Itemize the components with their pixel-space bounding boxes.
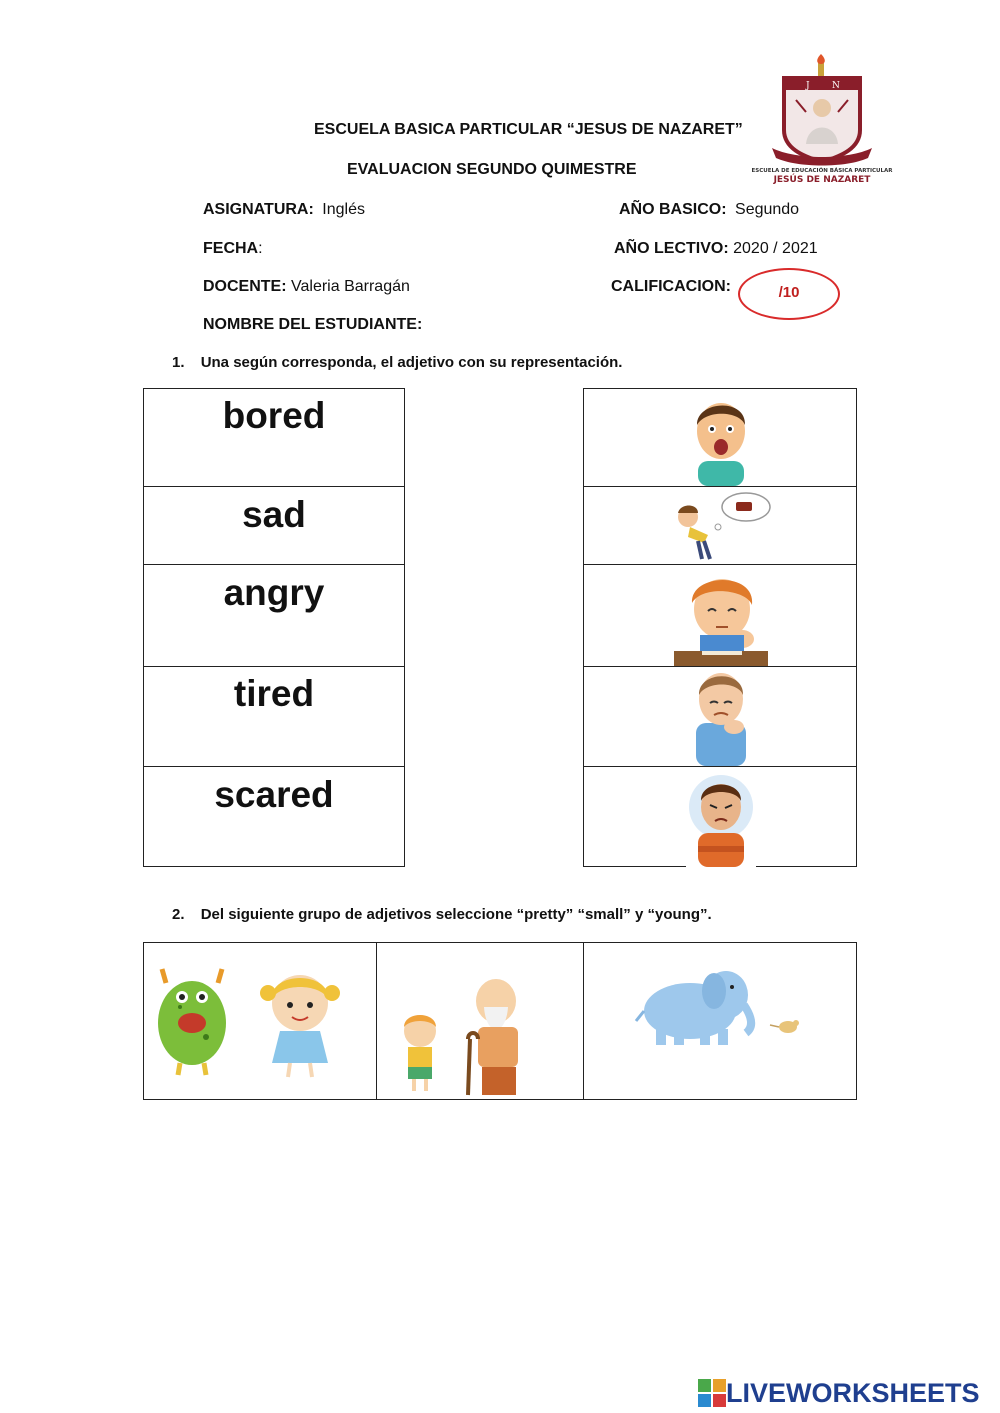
date-colon: : — [258, 240, 263, 257]
question-2 — [172, 906, 712, 923]
words-table — [143, 388, 405, 867]
date-label: FECHA — [203, 240, 259, 257]
score-circle[interactable] — [738, 268, 840, 320]
school-logo — [751, 52, 893, 185]
elephant-and-mouse-icon[interactable] — [626, 955, 816, 1051]
pictures-table — [583, 388, 857, 867]
liveworksheets-text: LIVEWORKSHEETS — [726, 1378, 980, 1408]
question-1-number: 1. — [172, 354, 185, 371]
svg-text:ESCUELA DE EDUCACIÓN BÁSICA PA: ESCUELA DE EDUCACIÓN BÁSICA PARTICULAR — [751, 168, 893, 174]
bored-boy-icon[interactable] — [672, 565, 770, 666]
teacher-value: Valeria Barragán — [291, 278, 410, 295]
question-2-text: Del siguiente grupo de adjetivos seleccione “pretty” “small” y “young”. — [200, 906, 712, 923]
scared-boy-icon[interactable] — [682, 389, 760, 486]
grade-value: Segundo — [735, 201, 800, 218]
school-name: ESCUELA BASICA PARTICULAR “JESUS DE NAZARET” — [314, 121, 743, 138]
svg-text:N: N — [832, 81, 840, 91]
tired-boy-icon[interactable] — [668, 487, 774, 563]
subject-label: ASIGNATURA: — [203, 201, 314, 218]
question-2-number: 2. — [172, 906, 185, 923]
angry-boy-icon[interactable] — [686, 767, 756, 867]
question-1 — [172, 354, 622, 371]
subject-field — [203, 201, 365, 219]
word-bored[interactable]: bored — [222, 395, 326, 436]
grade-field — [619, 201, 799, 219]
score-label: CALIFICACION: — [611, 278, 731, 295]
word-scared[interactable]: scared — [214, 774, 334, 815]
question-1-text: Una según corresponda, el adjetivo con su representación. — [200, 354, 623, 371]
teacher-field — [203, 278, 410, 296]
boy-and-old-man-icon[interactable] — [384, 967, 554, 1099]
date-field[interactable] — [203, 240, 263, 258]
svg-text:JESÚS DE NAZARET: JESÚS DE NAZARET — [773, 175, 871, 185]
monster-and-girl-icon[interactable] — [150, 963, 350, 1081]
student-name-label[interactable]: NOMBRE DEL ESTUDIANTE: — [203, 316, 423, 333]
school-year-label: AÑO LECTIVO: — [614, 240, 729, 257]
word-angry[interactable]: angry — [223, 572, 325, 613]
teacher-label: DOCENTE: — [203, 278, 287, 295]
svg-text:J: J — [806, 81, 810, 91]
word-tired[interactable]: tired — [233, 673, 315, 714]
exam-title: EVALUACION SEGUNDO QUIMESTRE — [347, 161, 637, 178]
score-value: /10 — [778, 284, 800, 301]
adjectives-table — [143, 942, 857, 1100]
liveworksheets-icon — [698, 1379, 726, 1407]
school-year-field — [614, 240, 818, 258]
word-sad[interactable]: sad — [242, 494, 306, 535]
school-year-value: 2020 / 2021 — [733, 240, 818, 257]
liveworksheets-logo[interactable] — [698, 1378, 994, 1408]
grade-label: AÑO BASICO: — [619, 201, 727, 218]
sad-boy-icon[interactable] — [690, 667, 752, 766]
subject-value: Inglés — [322, 201, 365, 218]
